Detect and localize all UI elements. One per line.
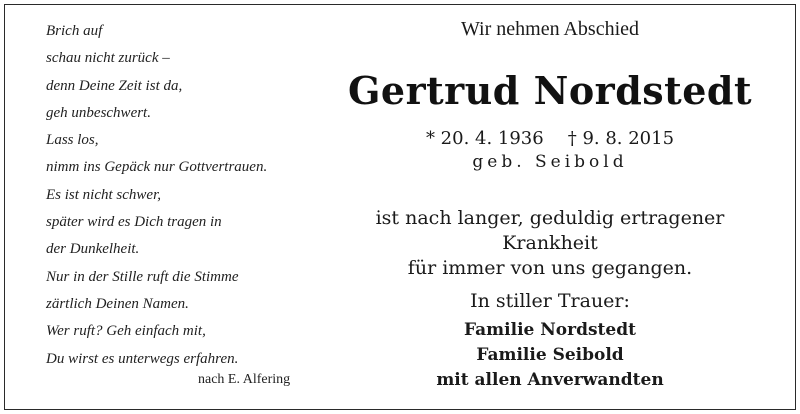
death-date: † 9. 8. 2015	[567, 128, 675, 149]
message-line: für immer von uns gegangen.	[407, 257, 693, 279]
poem-line: nimm ins Gepäck nur Gottvertrauen.	[46, 159, 268, 176]
notice-message	[330, 206, 770, 281]
life-dates	[330, 128, 770, 149]
poem-line: schau nicht zurück –	[46, 50, 170, 67]
poem-line: Nur in der Stille ruft die Stimme	[46, 268, 239, 285]
maiden-name: geb. Seibold	[472, 152, 628, 172]
mourning-label: In stiller Trauer:	[470, 290, 630, 312]
poem-line: später wird es Dich tragen in	[46, 214, 222, 231]
message-line: ist nach langer, geduldig ertragener Krankheit	[375, 207, 725, 254]
poem-line: der Dunkelheit.	[46, 241, 140, 258]
mourner-family: Familie Nordstedt	[464, 320, 636, 340]
poem-line: Brich auf	[46, 23, 103, 39]
birth-date: * 20. 4. 1936	[425, 128, 544, 149]
poem	[46, 20, 316, 375]
poem-line: geh unbeschwert.	[46, 104, 151, 121]
poem-attribution: nach E. Alfering	[198, 372, 291, 387]
poem-line: Lass los,	[46, 132, 99, 149]
mourners-list	[330, 318, 770, 393]
deceased-name: Gertrud Nordstedt	[347, 68, 753, 113]
poem-line: zärtlich Deinen Namen.	[46, 295, 189, 312]
notice-heading: Wir nehmen Abschied	[460, 18, 640, 40]
poem-line: Wer ruft? Geh einfach mit,	[46, 323, 206, 340]
poem-line: denn Deine Zeit ist da,	[46, 77, 183, 94]
poem-line: Du wirst es unterwegs erfahren.	[46, 350, 239, 367]
mourner-family: Familie Seibold	[476, 345, 624, 365]
mourner-family: mit allen Anverwandten	[436, 370, 664, 390]
poem-line: Es ist nicht schwer,	[46, 186, 161, 203]
